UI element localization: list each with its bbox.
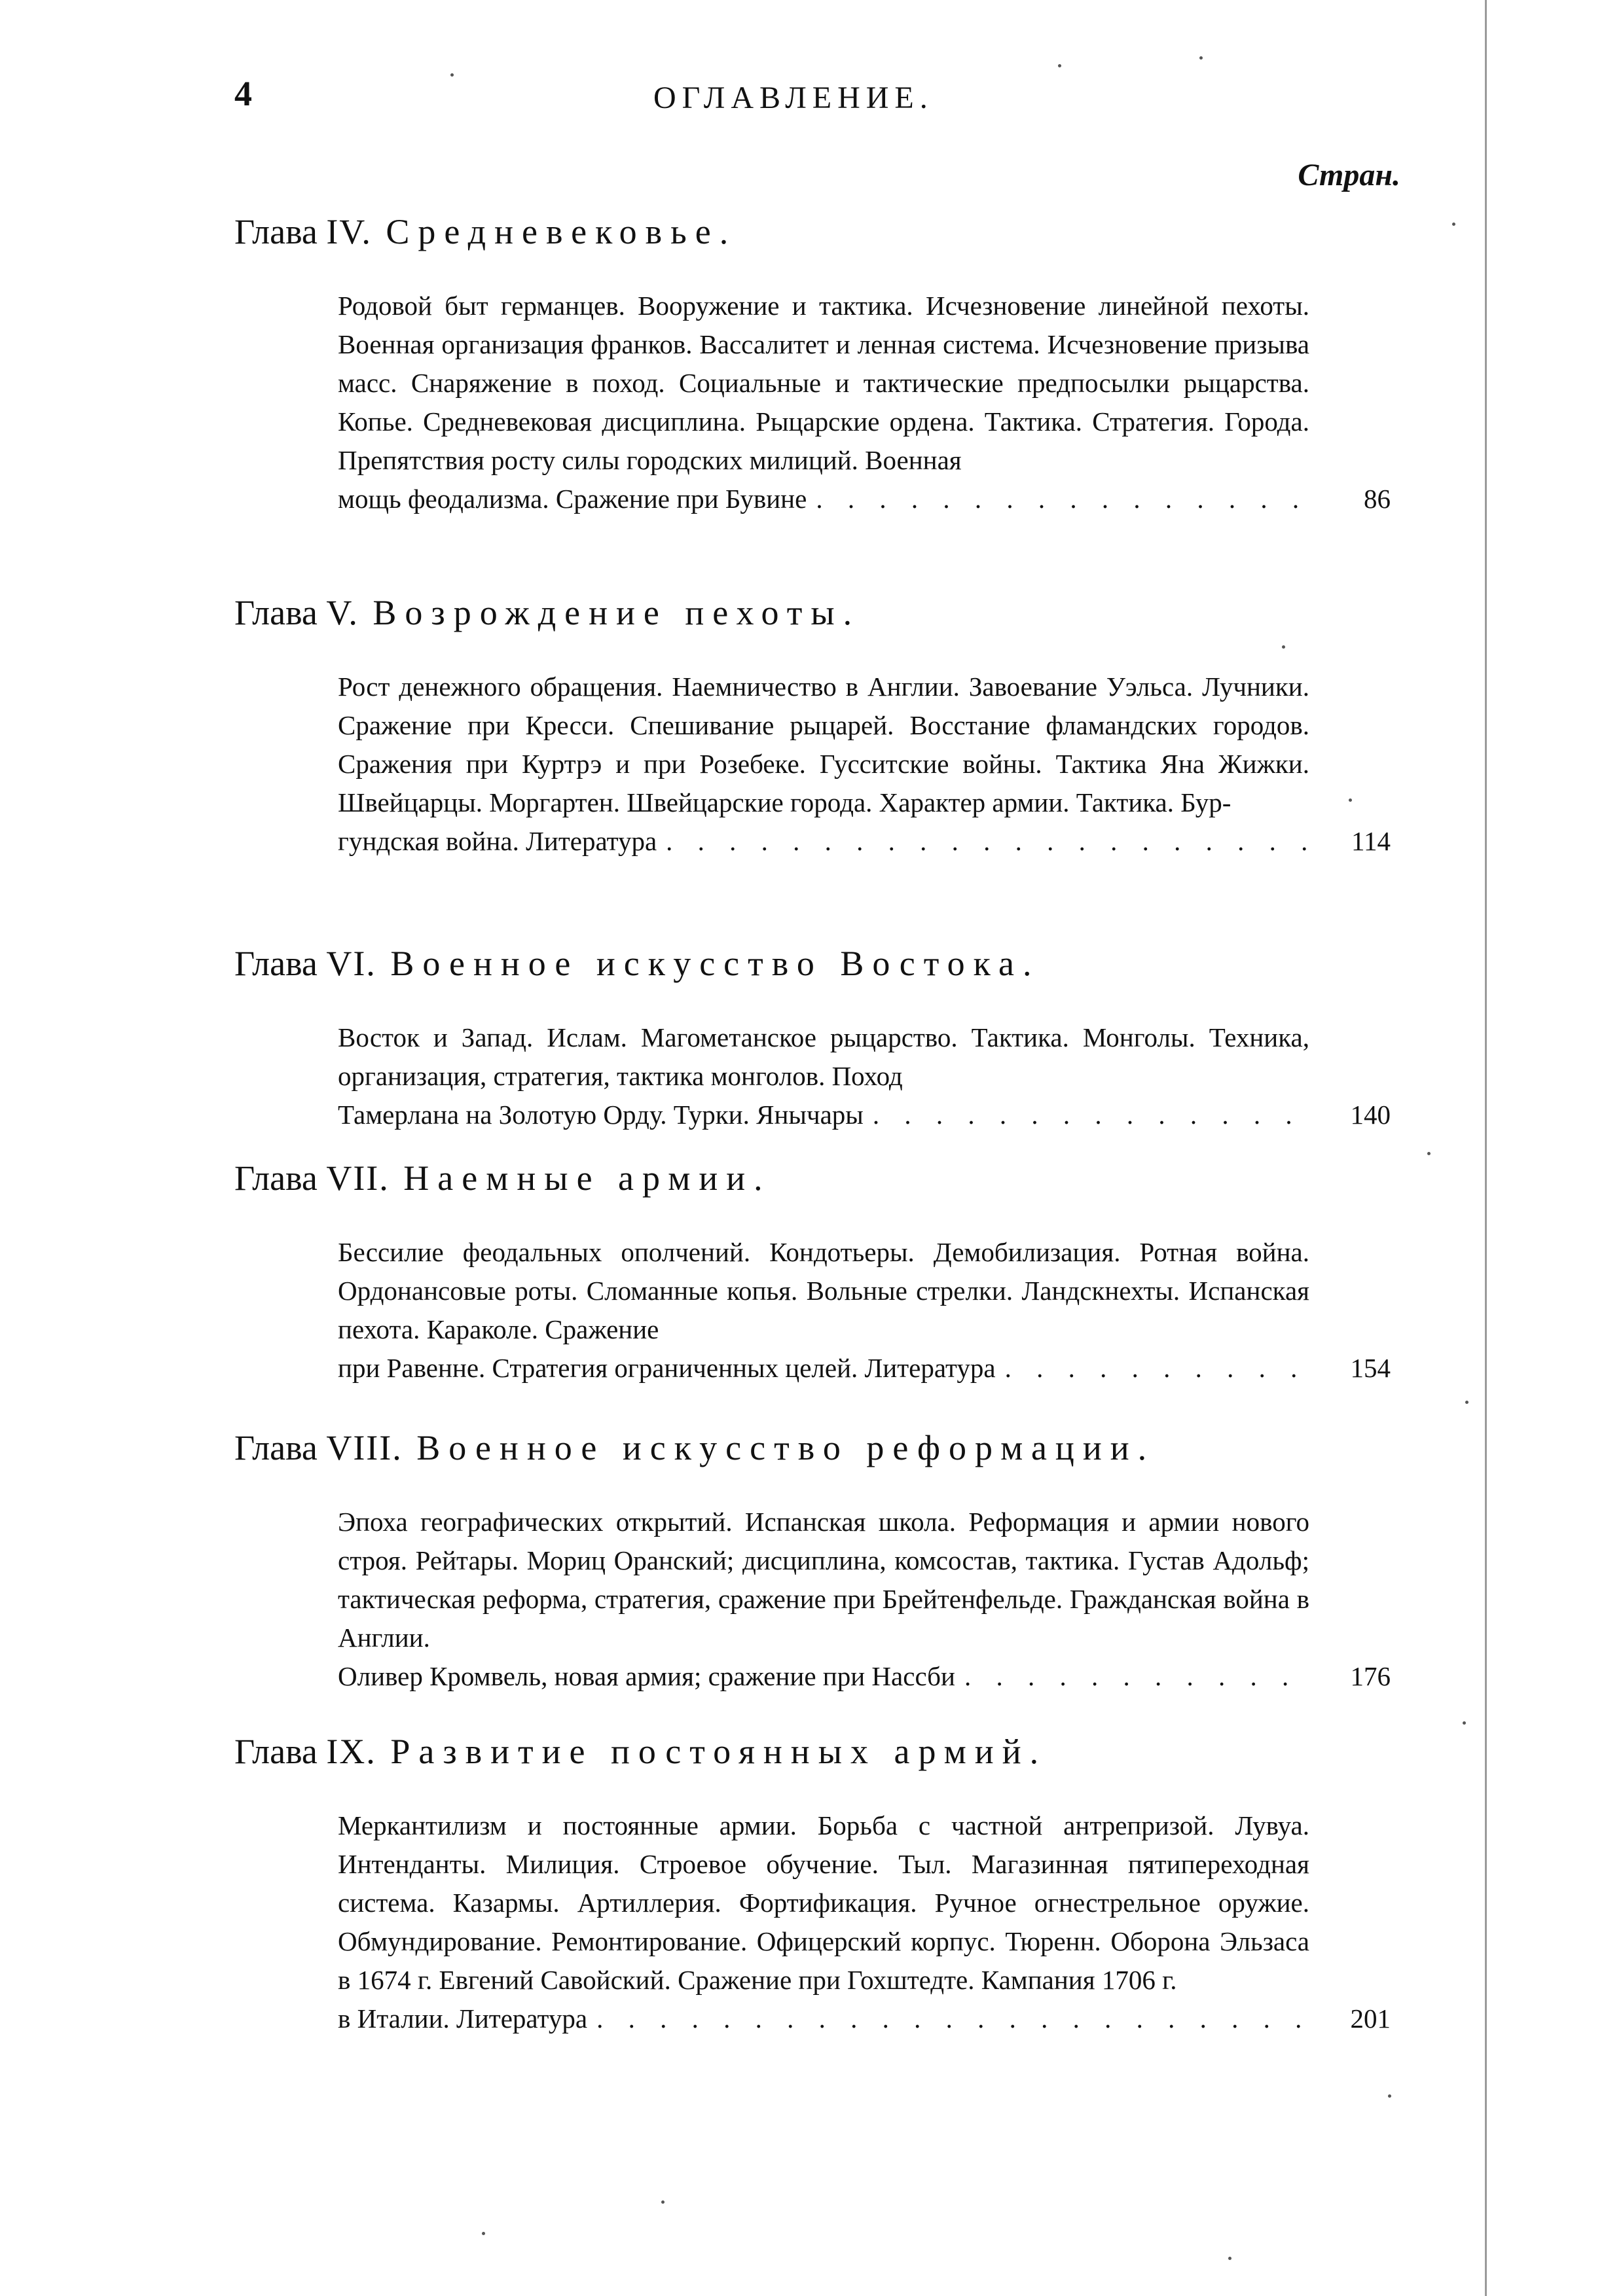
page-number: 4 [234,74,252,113]
scan-speck [450,73,454,77]
scan-speck [1349,798,1352,802]
description-last-line [338,822,1309,861]
scan-speck [1465,1401,1468,1404]
scan-speck [1228,2257,1231,2260]
chapter-description [338,668,1309,861]
description-text: Эпоха географических открытий. Испанская школа. Реформация и армии нового строя. Рейтары. Мориц Оранский; дисциплина, комсостав, тактика. Густав Адольф; тактическая реформа, стратегия, сражение при Брейтенфельде. Гражданская война в Англии. [338,1507,1309,1653]
chapter-body [338,1018,1391,1134]
chapter-description [338,287,1309,518]
scan-speck [1388,2094,1391,2098]
chapter-heading [234,940,1315,987]
chapter-body [338,668,1391,861]
description-last-line-text: Оливер Кромвель, новая армия; сражение при Нассби [338,1661,955,1691]
chapter-label: Глава [234,1158,318,1198]
scan-speck [1199,56,1203,60]
description-last-line-text: гундская война. Литература [338,826,657,856]
description-last-line [338,1349,1309,1388]
chapter-number: VII. [326,1158,390,1198]
dot-leader [816,480,1309,518]
page-title: ОГЛАВЛЕНИЕ. [653,81,934,115]
chapter-title: Средневековье. [386,212,737,251]
chapter-page-number: 201 [1350,2003,1391,2034]
description-last-line [338,2000,1309,2038]
scan-speck [661,2200,665,2204]
dot-leader [1005,1349,1309,1388]
chapter-page-number: 176 [1350,1661,1391,1691]
chapter-entry-iv [234,208,1391,518]
chapter-page-number: 154 [1350,1353,1391,1383]
chapter-body [338,1233,1391,1388]
chapter-number: IX. [326,1732,376,1771]
scan-speck [1282,645,1285,649]
page-edge-line [1485,0,1487,2296]
chapter-entry-vii [234,1155,1391,1388]
chapter-description [338,1018,1309,1134]
scan-speck [1463,1721,1466,1725]
scan-speck [1427,1152,1431,1155]
chapter-label: Глава [234,212,318,251]
chapter-body [338,287,1391,518]
description-text: Восток и Запад. Ислам. Магометанское рыцарство. Тактика. Монголы. Техника, организация, стратегия, тактика монголов. Поход [338,1022,1309,1091]
chapter-title: Развитие постоянных армий. [390,1732,1048,1771]
chapter-heading [234,208,1315,255]
chapter-heading [234,589,1315,636]
description-last-line-text: при Равенне. Стратегия ограниченных целей. Литература [338,1353,996,1383]
dot-leader [964,1657,1309,1696]
chapter-page-number: 86 [1364,484,1391,514]
chapter-label: Глава [234,1732,318,1771]
description-text: Бессилие феодальных ополчений. Кондотьеры. Демобилизация. Ротная война. Ордонансовые роты. Сломанные копья. Вольные стрелки. Ландскнехты. Испанская пехота. Караколе. Сражение [338,1237,1309,1344]
pages-column-label: Стран. [1298,158,1400,192]
scan-speck [1452,223,1455,226]
dot-leader [873,1096,1309,1134]
chapter-number: V. [326,593,359,632]
chapter-body [338,1503,1391,1696]
chapter-description [338,1806,1309,2038]
dot-leader [596,2000,1309,2038]
chapter-number: IV. [326,212,372,251]
description-last-line-text: в Италии. Литература [338,2003,588,2034]
chapter-number: VIII. [326,1428,403,1467]
chapter-heading [234,1155,1315,1202]
chapter-description [338,1503,1309,1696]
chapter-description [338,1233,1309,1388]
description-text: Рост денежного обращения. Наемничество в Англии. Завоевание Уэльса. Лучники. Сражение при Кресси. Спешивание рыцарей. Восстание фламандских городов. Сражения при Куртрэ и при Розебеке. Гусситские войны. Тактика Яна Жижки. Швейцарцы. Моргартен. Швейцарские города. Характер армии. Тактика. Бур- [338,672,1309,817]
chapter-label: Глава [234,593,318,632]
description-last-line [338,1096,1309,1134]
chapter-heading [234,1728,1315,1775]
scan-speck [1058,64,1061,67]
chapter-page-number: 140 [1350,1100,1391,1130]
chapter-title: Наемные армии. [403,1158,771,1198]
chapter-title: Военное искусство реформации. [416,1428,1156,1467]
dot-leader [666,822,1309,861]
description-last-line-text: мощь феодализма. Сражение при Бувине [338,484,807,514]
chapter-heading [234,1424,1315,1471]
chapter-title: Военное искусство Востока. [390,944,1040,983]
description-last-line [338,480,1309,518]
chapter-body [338,1806,1391,2038]
chapter-label: Глава [234,1428,318,1467]
chapter-entry-ix [234,1728,1391,2038]
chapter-entry-viii [234,1424,1391,1696]
chapter-number: VI. [326,944,376,983]
description-last-line [338,1657,1309,1696]
scan-speck [482,2232,485,2235]
description-text: Родовой быт германцев. Вооружение и тактика. Исчезновение линейной пехоты. Военная организация франков. Вассалитет и ленная система. Исчезновение призыва масс. Снаряжение в поход. Социальные и тактические предпосылки рыцарства. Копье. Средневековая дисциплина. Рыцарские ордена. Тактика. Стратегия. Города. Препятствия росту силы городских милиций. Военная [338,291,1309,475]
description-last-line-text: Тамерлана на Золотую Орду. Турки. Янычары [338,1100,864,1130]
chapter-label: Глава [234,944,318,983]
chapter-page-number: 114 [1351,826,1391,856]
chapter-title: Возрождение пехоты. [373,593,861,632]
description-text: Меркантилизм и постоянные армии. Борьба с частной антрепризой. Лувуа. Интенданты. Милиция. Строевое обучение. Тыл. Магазинная пятипереходная система. Казармы. Артиллерия. Фортификация. Ручное огнестрельное оружие. Обмундирование. Ремонтирование. Офицерский корпус. Тюренн. Оборона Эльзаса в 1674 г. Евгений Савойский. Сражение при Гохштедте. Кампания 1706 г. [338,1810,1309,1995]
chapter-entry-vi [234,940,1391,1134]
chapter-entry-v [234,589,1391,861]
